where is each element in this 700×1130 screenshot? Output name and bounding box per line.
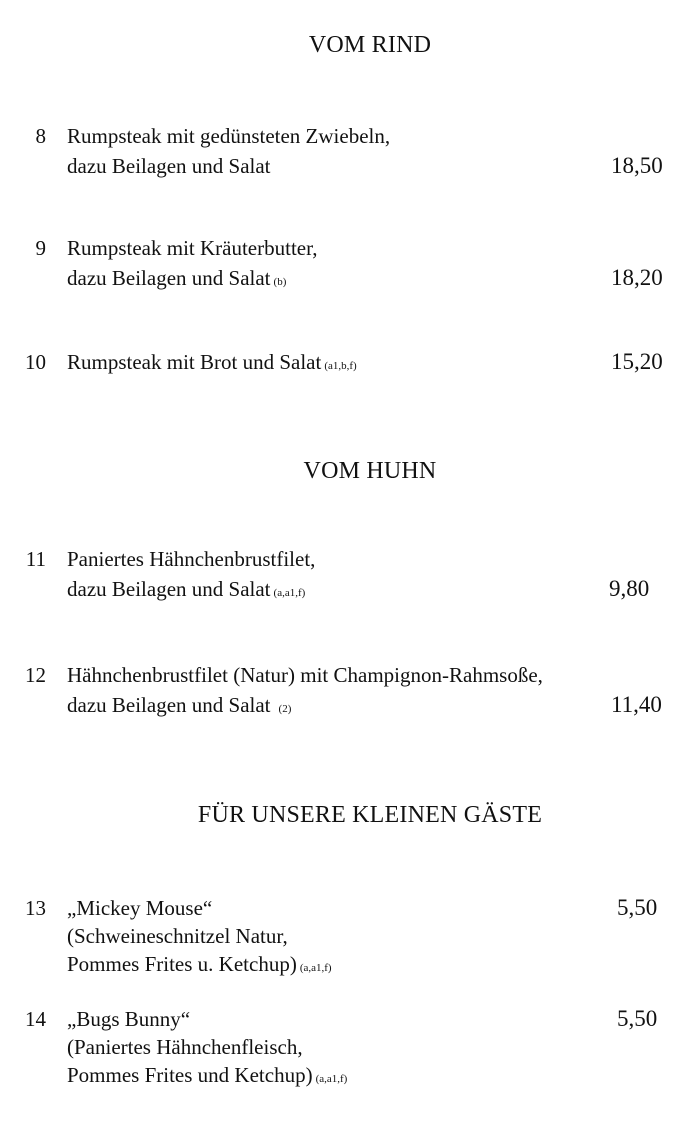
item-description-line: dazu Beilagen und Salat <box>67 154 271 178</box>
item-price: 15,20 <box>611 349 663 374</box>
item-price: 18,50 <box>611 153 663 178</box>
allergen-note: (2) <box>278 703 292 715</box>
item-description-line: dazu Beilagen und Salat (a,a1,f) <box>67 577 306 601</box>
item-number: 10 <box>25 350 46 374</box>
section-title-vom-rind: VOM RIND <box>308 32 432 58</box>
allergen-note: (a,a1,f) <box>315 1073 348 1085</box>
item-price: 9,80 <box>609 576 650 601</box>
allergen-note: (a,a1,f) <box>273 587 306 599</box>
item-description-line: dazu Beilagen und Salat (b) <box>67 266 287 290</box>
allergen-note: (a,a1,f) <box>299 962 332 974</box>
allergen-note: (b) <box>273 276 287 288</box>
item-description-line: „Bugs Bunny“ <box>67 1007 191 1031</box>
item-price: 5,50 <box>617 895 658 920</box>
allergen-note: (a1,b,f) <box>324 360 357 372</box>
item-description-line: Paniertes Hähnchenbrustfilet, <box>67 547 316 571</box>
item-description-line: Hähnchenbrustfilet (Natur) mit Champignon-Rahmsoße, <box>67 663 543 687</box>
item-number: 12 <box>25 663 46 687</box>
item-description-line: Rumpsteak mit gedünsteten Zwiebeln, <box>67 124 391 148</box>
section-title-vom-huhn: VOM HUHN <box>303 458 437 484</box>
item-number: 9 <box>35 236 46 260</box>
item-description-line: (Schweineschnitzel Natur, <box>67 924 288 948</box>
item-description-line: dazu Beilagen und Salat (2) <box>67 693 292 717</box>
item-number: 14 <box>25 1007 46 1031</box>
item-number: 13 <box>25 896 46 920</box>
item-price: 5,50 <box>617 1006 658 1031</box>
item-price: 18,20 <box>611 265 663 290</box>
item-description-line: „Mickey Mouse“ <box>67 896 213 920</box>
item-description-line: (Paniertes Hähnchenfleisch, <box>67 1035 303 1059</box>
section-title-kleine-gaeste: FÜR UNSERE KLEINEN GÄSTE <box>197 802 543 828</box>
item-description-line: Pommes Frites und Ketchup) (a,a1,f) <box>67 1063 348 1087</box>
item-description-line: Rumpsteak mit Kräuterbutter, <box>67 236 318 260</box>
item-price: 11,40 <box>611 692 662 717</box>
item-number: 11 <box>25 547 46 571</box>
item-number: 8 <box>35 124 46 148</box>
item-description-line: Rumpsteak mit Brot und Salat (a1,b,f) <box>67 350 357 374</box>
item-description-line: Pommes Frites u. Ketchup) (a,a1,f) <box>67 952 332 976</box>
